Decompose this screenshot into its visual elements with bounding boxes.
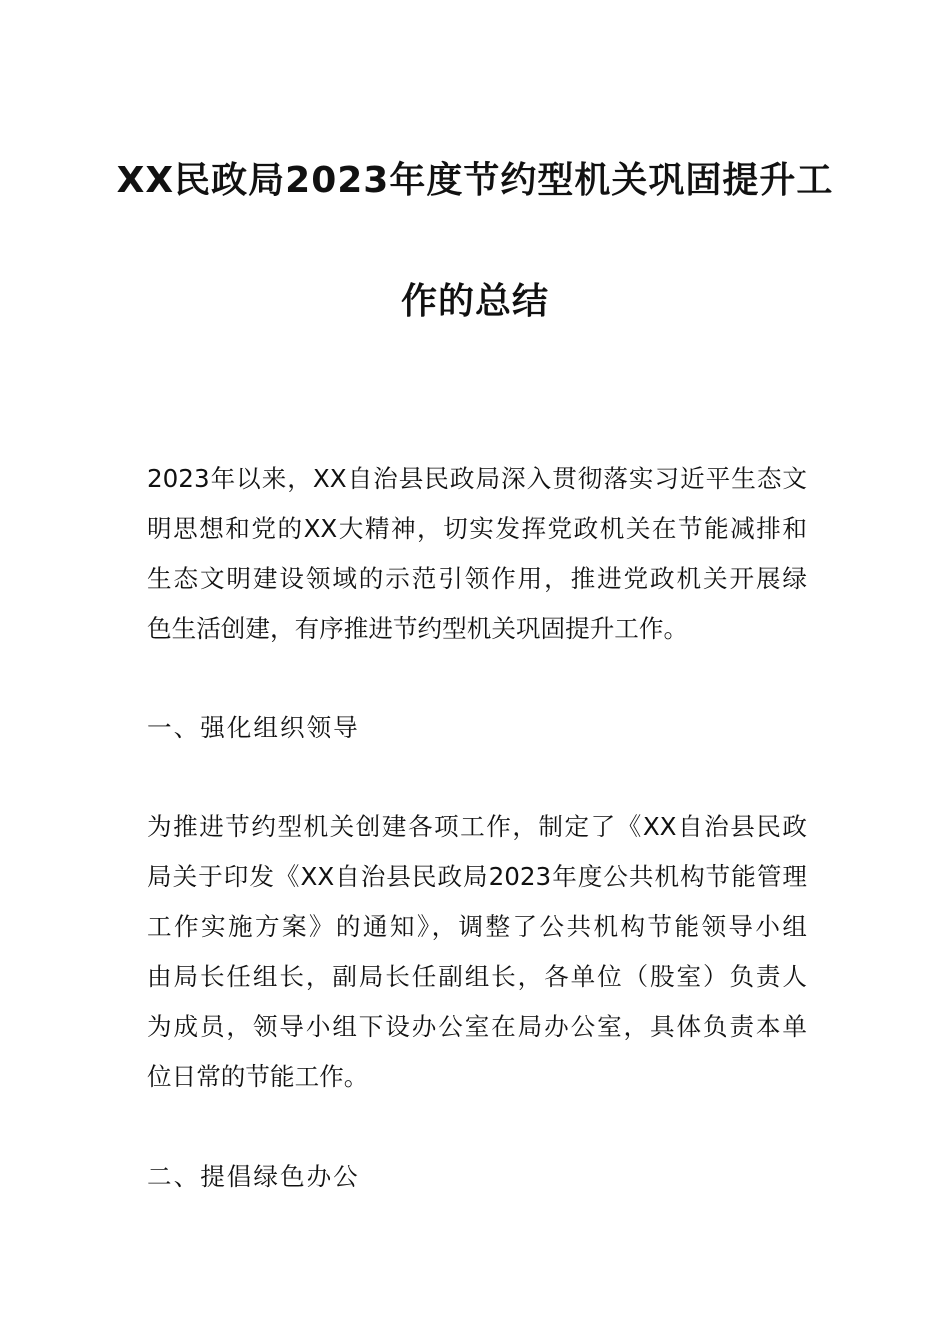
section-1-heading: 一、强化组织领导 xyxy=(147,713,360,742)
paragraph-1-line-1: 2023年以来，XX自治县民政局深入贯彻落实习近平生态文 xyxy=(147,464,807,493)
paragraph-2-line-6: 位日常的节能工作。 xyxy=(147,1062,369,1091)
paragraph-2-line-5: 为成员，领导小组下设办公室在局办公室，具体负责本单 xyxy=(147,1012,807,1041)
paragraph-1-line-3: 生态文明建设领域的示范引领作用，推进党政机关开展绿 xyxy=(147,564,807,593)
document-title-line-1: XX民政局2023年度节约型机关巩固提升工 xyxy=(116,160,834,201)
paragraph-2-line-2: 局关于印发《XX自治县民政局2023年度公共机构节能管理 xyxy=(147,862,807,891)
paragraph-1-line-2: 明思想和党的XX大精神，切实发挥党政机关在节能减排和 xyxy=(147,514,807,543)
document-title-line-2: 作的总结 xyxy=(400,281,549,322)
section-2-heading: 二、提倡绿色办公 xyxy=(147,1162,360,1191)
paragraph-2-line-1: 为推进节约型机关创建各项工作，制定了《XX自治县民政 xyxy=(147,812,807,841)
paragraph-2-line-3: 工作实施方案》的通知》，调整了公共机构节能领导小组 xyxy=(147,912,807,941)
paragraph-2-line-4: 由局长任组长，副局长任副组长，各单位（股室）负责人 xyxy=(147,962,807,991)
paragraph-1-line-4: 色生活创建，有序推进节约型机关巩固提升工作。 xyxy=(147,614,689,643)
